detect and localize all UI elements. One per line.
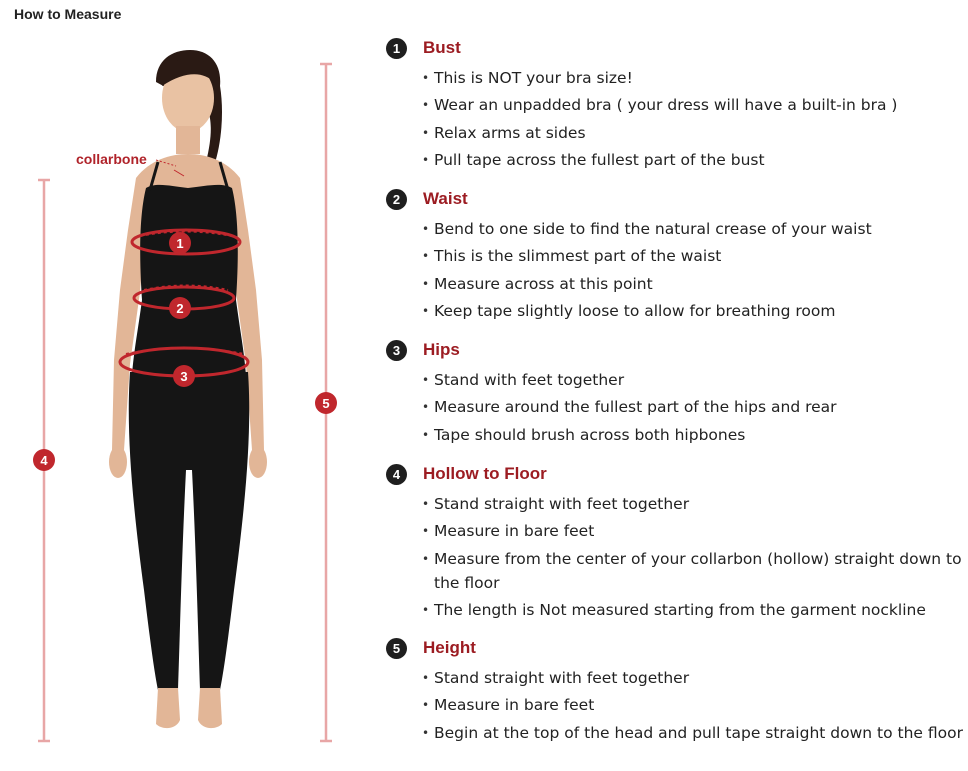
measurement-figure	[0, 30, 380, 771]
collarbone-label: collarbone	[76, 151, 147, 167]
step-title: Hollow to Floor	[423, 464, 547, 483]
step-number-badge: 3	[386, 340, 407, 361]
list-item: • Stand straight with feet together	[422, 666, 963, 690]
marker-4	[33, 449, 55, 471]
list-item: • Measure across at this point	[422, 272, 872, 296]
bullet-list	[386, 217, 872, 323]
list-item: • Measure in bare feet	[422, 519, 968, 543]
svg-text:4: 4	[40, 453, 48, 468]
svg-text:1: 1	[176, 236, 184, 251]
bullet-list	[386, 492, 968, 622]
step-bust	[386, 36, 897, 176]
step-number-badge: 5	[386, 638, 407, 659]
bullet-list	[386, 66, 897, 172]
page-title: How to Measure	[14, 6, 122, 22]
step-hollow-to-floor	[386, 462, 968, 626]
bullet-list	[386, 368, 837, 447]
step-number-badge: 4	[386, 464, 407, 485]
list-item: • Keep tape slightly loose to allow for breathing room	[422, 299, 872, 323]
list-item: • Wear an unpadded bra ( your dress will have a built-in bra )	[422, 93, 897, 117]
list-item: • Relax arms at sides	[422, 121, 897, 145]
list-item: • Stand with feet together	[422, 368, 837, 392]
svg-text:2: 2	[176, 301, 184, 316]
list-item: • This is NOT your bra size!	[422, 66, 897, 90]
step-title: Height	[423, 638, 476, 657]
step-number-badge: 2	[386, 189, 407, 210]
body-illustration	[0, 30, 380, 771]
step-title: Bust	[423, 38, 461, 57]
step-title: Waist	[423, 189, 468, 208]
marker-2	[169, 297, 191, 319]
bullet-list	[386, 666, 963, 745]
list-item: • The length is Not measured starting from the garment nockline	[422, 598, 968, 622]
marker-1	[169, 232, 191, 254]
step-number-badge: 1	[386, 38, 407, 59]
list-item: • Begin at the top of the head and pull tape straight down to the floor	[422, 721, 963, 745]
marker-3	[173, 365, 195, 387]
svg-text:3: 3	[180, 369, 188, 384]
list-item: • Measure in bare feet	[422, 693, 963, 717]
step-height	[386, 636, 963, 748]
step-hips	[386, 338, 837, 450]
list-item: • Stand straight with feet together	[422, 492, 968, 516]
list-item: • Measure around the fullest part of the hips and rear	[422, 395, 837, 419]
marker-5	[315, 392, 337, 414]
step-waist	[386, 187, 872, 327]
step-title: Hips	[423, 340, 460, 359]
list-item: • Measure from the center of your collarbon (hollow) straight down to the floor	[422, 547, 968, 595]
svg-text:5: 5	[322, 396, 330, 411]
list-item: • Tape should brush across both hipbones	[422, 423, 837, 447]
list-item: • Pull tape across the fullest part of the bust	[422, 148, 897, 172]
list-item: • Bend to one side to find the natural crease of your waist	[422, 217, 872, 241]
list-item: • This is the slimmest part of the waist	[422, 244, 872, 268]
